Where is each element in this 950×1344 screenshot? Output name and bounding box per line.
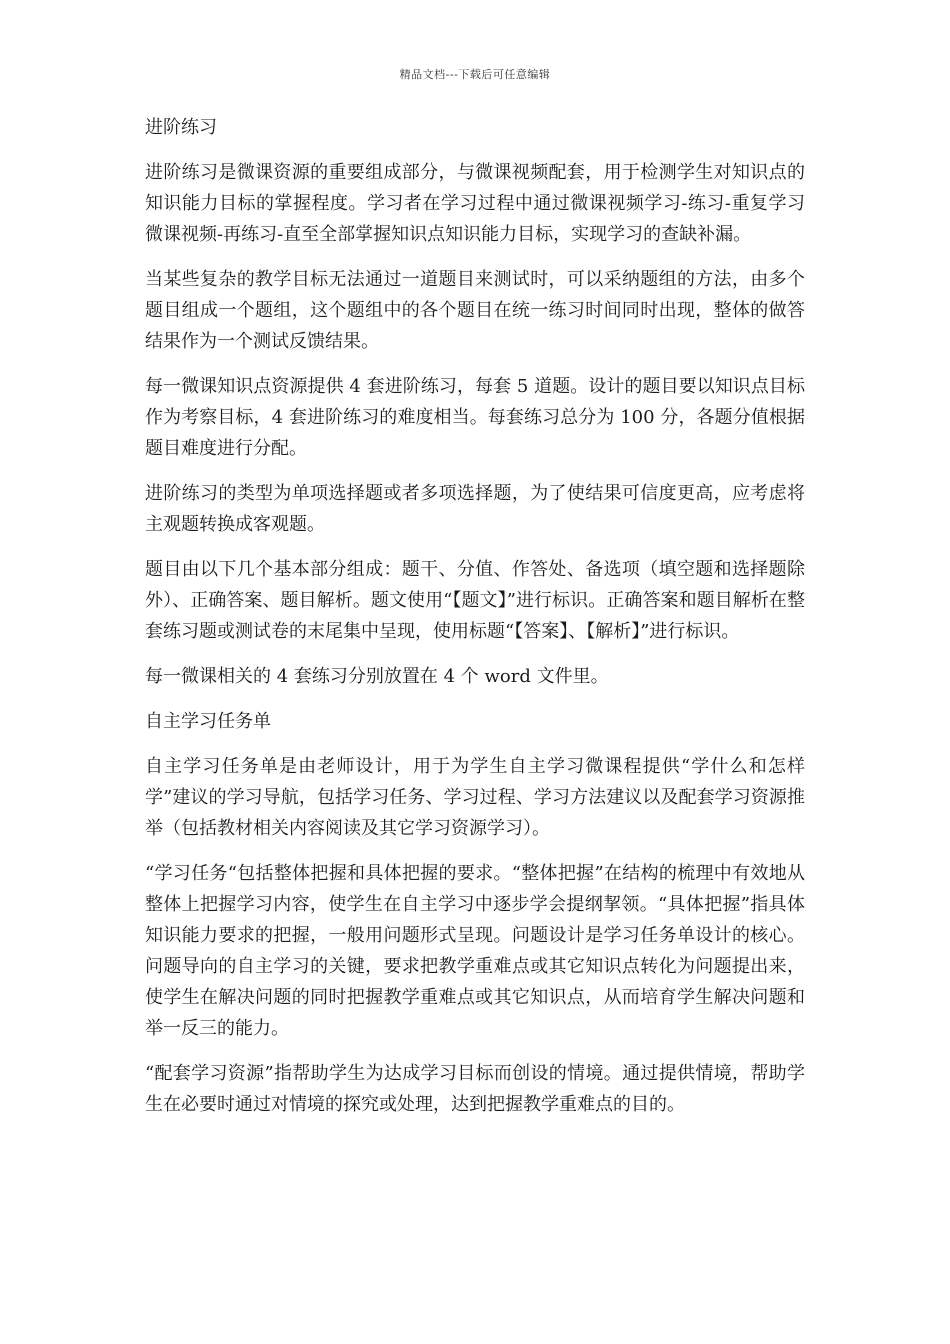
paragraph: “学习任务“包括整体把握和具体把握的要求。“整体把握”在结构的梳理中有效地从整体上把握学习内容，使学生在自主学习中逐步学会提纲挈领。“具体把握”指具体知识能力要求的把握，一般用问题形式呈现。问题设计是学习任务单设计的核心。问题导向的自主学习的关键，要求把教学重难点或其它知识点转化为问题提出来，使学生在解决问题的同时把握教学重难点或其它知识点，从而培育学生解决问题和举一反三的能力。 — [145, 863, 805, 1039]
document-body — [145, 112, 805, 1134]
section-heading-advanced-practice: 进阶练习 — [145, 117, 217, 138]
paragraph: “配套学习资源”指帮助学生为达成学习目标而创设的情境。通过提供情境，帮助学生在必要时通过对情境的探究或处理，达到把握教学重难点的目的。 — [145, 1063, 805, 1115]
paragraph: 每一微课相关的 4 套练习分别放置在 4 个 word 文件里。 — [145, 666, 609, 687]
paragraph: 每一微课知识点资源提供 4 套进阶练习，每套 5 道题。设计的题目要以知识点目标作为考察目标，4 套进阶练习的难度相当。每套练习总分为 100 分，各题分值根据题目难度进行分配。 — [145, 376, 805, 459]
paragraph: 自主学习任务单是由老师设计，用于为学生自主学习微课程提供“学什么和怎样学”建议的学习导航，包括学习任务、学习过程、学习方法建议以及配套学习资源推举（包括教材相关内容阅读及其它学习资源学习）。 — [145, 756, 805, 839]
paragraph: 当某些复杂的教学目标无法通过一道题目来测试时，可以采纳题组的方法，由多个题目组成一个题组，这个题组中的各个题目在统一练习时间同时出现，整体的做答结果作为一个测试反馈结果。 — [145, 269, 805, 352]
paragraph: 进阶练习是微课资源的重要组成部分，与微课视频配套，用于检测学生对知识点的知识能力目标的掌握程度。学习者在学习过程中通过微课视频学习-练习-重复学习微课视频-再练习-直至全部掌握知识点知识能力目标，实现学习的查缺补漏。 — [145, 162, 805, 245]
page-header: 精品文档---下载后可任意编辑 — [399, 68, 551, 81]
paragraph: 进阶练习的类型为单项选择题或者多项选择题，为了使结果可信度更高，应考虑将主观题转换成客观题。 — [145, 483, 805, 535]
section-heading-self-study-task-sheet: 自主学习任务单 — [145, 711, 271, 732]
paragraph: 题目由以下几个基本部分组成：题干、分值、作答处、备选项（填空题和选择题除外）、正确答案、题目解析。题文使用“【题文】”进行标识。正确答案和题目解析在整套练习题或测试卷的末尾集中呈现，使用标题“【答案】、【解析】”进行标识。 — [145, 559, 805, 642]
